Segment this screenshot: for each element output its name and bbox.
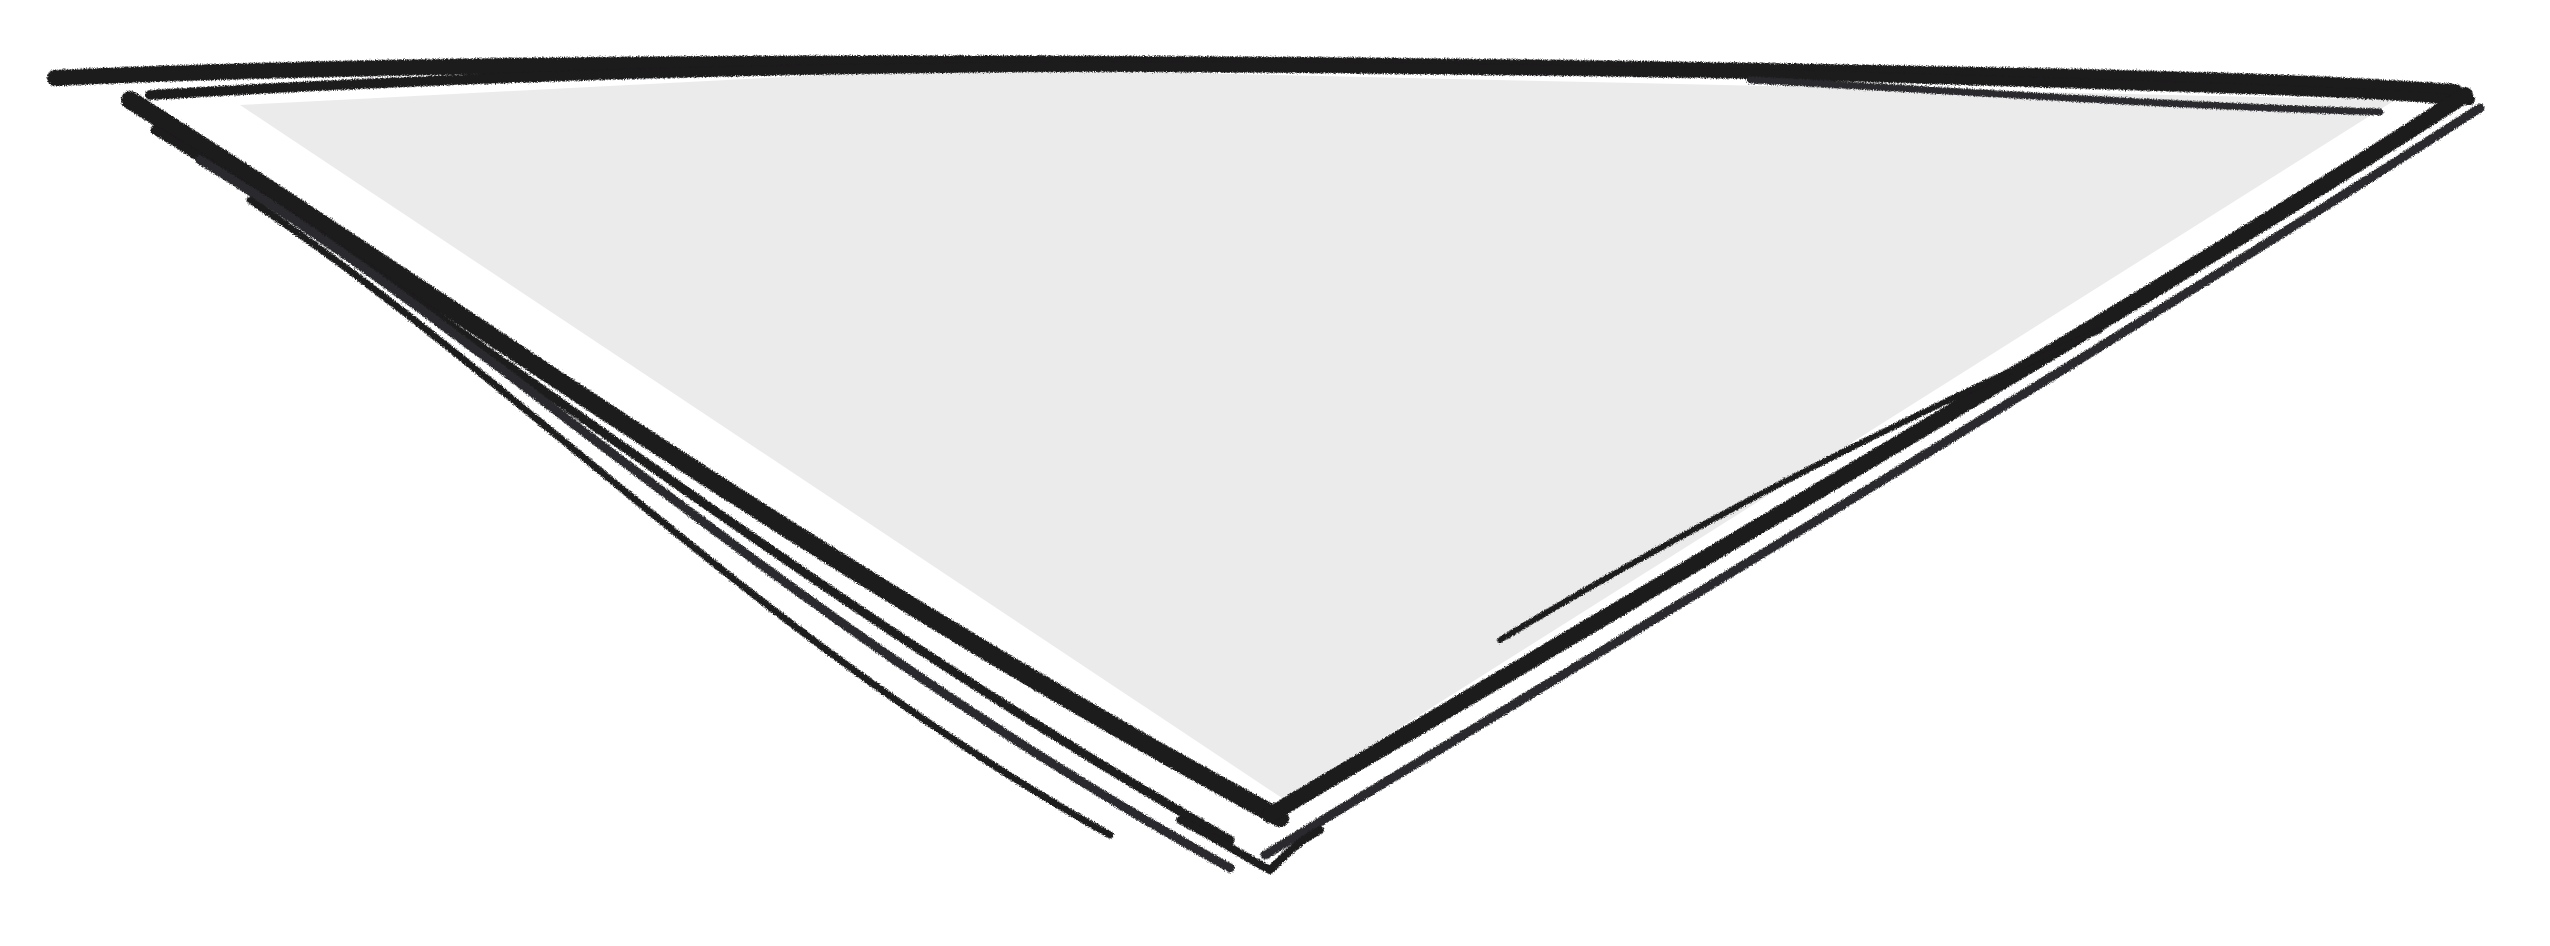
outline-tip-stroke — [1180, 820, 1320, 870]
triangle-fill — [240, 68, 2395, 800]
